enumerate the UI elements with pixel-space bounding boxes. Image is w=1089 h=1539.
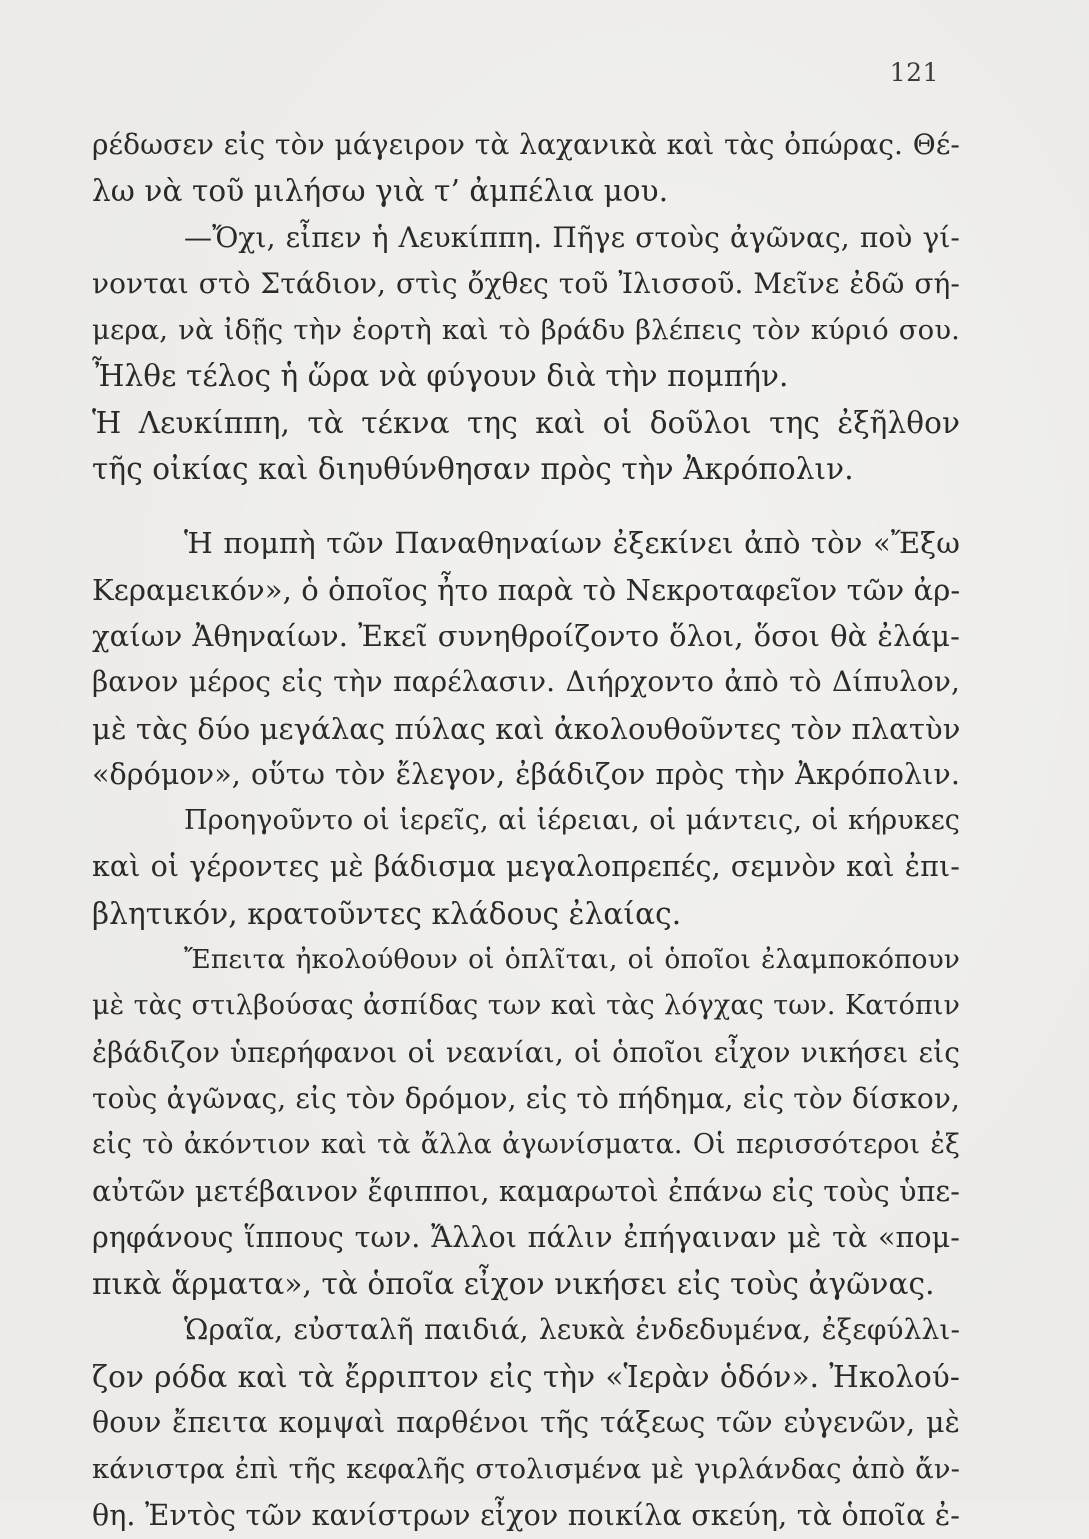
text-line: ζον ρόδα καὶ τὰ ἔρριπτον εἰς τὴν «Ἱερὰν ὁδόν». Ἠκολού- xyxy=(92,1359,960,1394)
text-line: Ἡ Λευκίππη, τὰ τέκνα της καὶ οἱ δοῦλοι της ἐξῆλθον xyxy=(92,405,960,440)
text-line: καὶ οἱ γέροντες μὲ βάδισμα μεγαλοπρεπές, σεμνὸν καὶ ἐπι- xyxy=(92,850,960,884)
paragraph xyxy=(92,122,960,215)
paragraph xyxy=(92,937,960,1307)
text-line: μερα, νὰ ἰδῇς τὴν ἑορτὴ καὶ τὸ βράδυ βλέπεις τὸν κύριό σου. xyxy=(92,314,960,347)
text-line: αὐτῶν μετέβαινον ἔφιπποι, καμαρωτοὶ ἐπάνω εἰς τοὺς ὑπε- xyxy=(92,1174,960,1208)
text-line: εἰς τὸ ἀκόντιον καὶ τὰ ἄλλα ἀγωνίσματα. Οἱ περισσότεροι ἐξ xyxy=(92,1129,960,1161)
text-line: βλητικόν, κρατοῦντες κλάδους ἐλαίας. xyxy=(92,896,682,931)
text-line: Ἡ πομπὴ τῶν Παναθηναίων ἐξεκίνει ἀπὸ τὸν «Ἔξω xyxy=(184,526,960,561)
text-line: λω νὰ τοῦ μιλήσω γιὰ τ’ ἀμπέλια μου. xyxy=(92,174,669,209)
text-line: μὲ τὰς δύο μεγάλας πύλας καὶ ἀκολουθοῦντες τὸν πλατὺν xyxy=(92,711,961,746)
text-line: ρέδωσεν εἰς τὸν μάγειρον τὰ λαχανικὰ καὶ τὰς ὀπώρας. Θέ- xyxy=(92,128,960,161)
paragraph xyxy=(92,215,960,354)
text-line: Προηγοῦντο οἱ ἱερεῖς, αἱ ἱέρειαι, οἱ μάντεις, οἱ κήρυκες xyxy=(184,805,960,837)
text-line: —Ὄχι, εἶπεν ἡ Λευκίππη. Πῆγε στοὺς ἀγῶνας, ποὺ γί- xyxy=(184,220,960,254)
text-line: Ὡραῖα, εὐσταλῆ παιδιά, λευκὰ ἐνδεδυμένα, ἐξεφύλλι- xyxy=(184,1313,960,1347)
text-line: πικὰ ἅρματα», τὰ ὁποῖα εἶχον νικήσει εἰς τοὺς ἀγῶνας. xyxy=(92,1267,935,1302)
text-line: μὲ τὰς στιλβούσας ἀσπίδας των καὶ τὰς λόγχας των. Κατόπιν xyxy=(92,990,960,1022)
paragraph xyxy=(92,1307,960,1538)
paragraph xyxy=(92,353,960,399)
text-line: ἐβάδιζον ὑπερήφανοι οἱ νεανίαι, οἱ ὁποῖοι εἶχον νικήσει εἰς xyxy=(92,1035,960,1069)
text-line: νονται στὸ Στάδιον, στὶς ὄχθες τοῦ Ἰλισσοῦ. Μεῖνε ἐδῶ σή- xyxy=(92,266,960,300)
page-number: 121 xyxy=(889,58,939,87)
text-line: ρηφάνους ἵππους των. Ἄλλοι πάλιν ἐπήγαιναν μὲ τὰ «πομ- xyxy=(92,1220,960,1254)
paragraph xyxy=(92,798,960,937)
text-line: Ἔπειτα ἠκολούθουν οἱ ὁπλῖται, οἱ ὁποῖοι ἐλαμποκόπουν xyxy=(184,944,960,976)
text-line: Κεραμεικόν», ὁ ὁποῖος ἦτο παρὰ τὸ Νεκροταφεῖον τῶν ἀρ- xyxy=(92,572,961,607)
text-line: τοὺς ἀγῶνας, εἰς τὸν δρόμον, εἰς τὸ πήδημα, εἰς τὸν δίσκον, xyxy=(92,1081,960,1115)
text-line: βανον μέρος εἰς τὴν παρέλασιν. Διήρχοντο ἀπὸ τὸ Δίπυλον, xyxy=(92,665,960,699)
text-line: τῆς οἰκίας καὶ διηυθύνθησαν πρὸς τὴν Ἀκρόπολιν. xyxy=(92,452,854,487)
paragraph xyxy=(92,400,960,493)
text-line: κάνιστρα ἐπὶ τῆς κεφαλῆς στολισμένα μὲ γιρλάνδας ἀπὸ ἄν- xyxy=(92,1453,960,1486)
text-line: Ἦλθε τέλος ἡ ὥρα νὰ φύγουν διὰ τὴν πομπήν. xyxy=(92,359,789,394)
text-line: χαίων Ἀθηναίων. Ἐκεῖ συνηθροίζοντο ὅλοι, ὅσοι θὰ ἐλάμ- xyxy=(92,618,960,653)
text-line: «δρόμον», οὕτω τὸν ἔλεγον, ἐβάδιζον πρὸς τὴν Ἀκρόπολιν. xyxy=(92,757,960,791)
body-text xyxy=(92,122,960,1539)
paragraph xyxy=(92,520,960,798)
text-line: θουν ἔπειτα κομψαὶ παρθένοι τῆς τάξεως τῶν εὐγενῶν, μὲ xyxy=(92,1406,960,1440)
text-line: θη. Ἐντὸς τῶν κανίστρων εἶχον ποικίλα σκεύη, τὰ ὁποῖα ἐ- xyxy=(92,1498,960,1532)
